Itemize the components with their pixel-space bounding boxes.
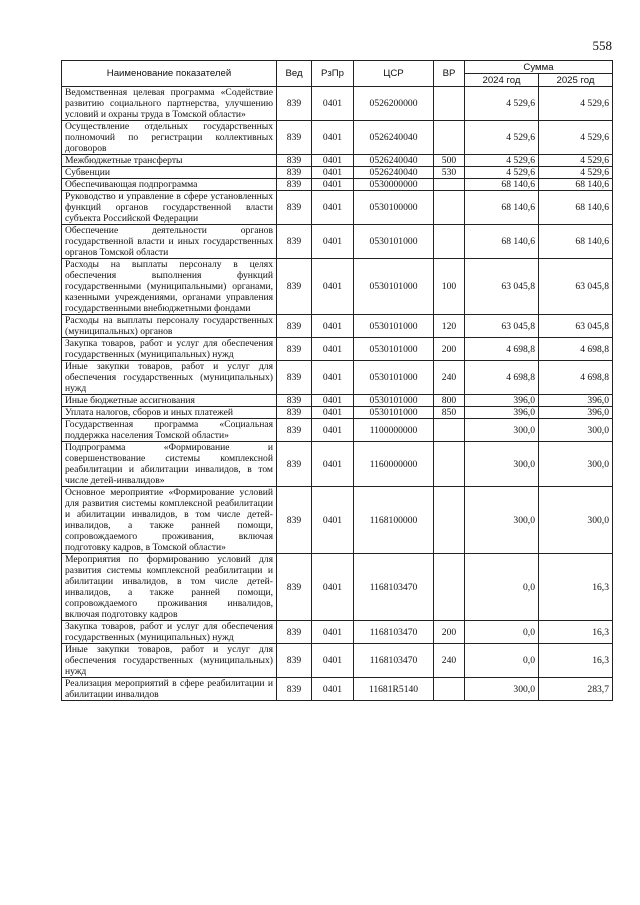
cell-y2025: 68 140,6	[539, 191, 613, 225]
table-row	[62, 179, 613, 191]
table-row	[62, 361, 613, 395]
cell-csr: 1168103470	[354, 554, 434, 621]
cell-vr	[434, 225, 465, 259]
cell-rzpr: 0401	[312, 338, 354, 361]
cell-csr: 1160000000	[354, 442, 434, 487]
cell-ved: 839	[277, 191, 312, 225]
header-rzpr: РзПр	[312, 61, 354, 87]
cell-csr: 0530101000	[354, 395, 434, 407]
cell-csr: 0526240040	[354, 167, 434, 179]
cell-csr: 0530101000	[354, 315, 434, 338]
table-row	[62, 191, 613, 225]
cell-y2025: 16,3	[539, 644, 613, 678]
cell-ved: 839	[277, 442, 312, 487]
table-row	[62, 442, 613, 487]
table-row	[62, 621, 613, 644]
header-year-2024: 2024 год	[465, 74, 539, 87]
cell-y2025: 300,0	[539, 487, 613, 554]
header-year-2025: 2025 год	[539, 74, 613, 87]
cell-csr: 0530101000	[354, 259, 434, 315]
header-ved: Вед	[277, 61, 312, 87]
table-row	[62, 407, 613, 419]
cell-csr: 0530101000	[354, 225, 434, 259]
table-row	[62, 87, 613, 121]
cell-csr: 11681R5140	[354, 678, 434, 701]
cell-vr: 100	[434, 259, 465, 315]
cell-y2024: 4 529,6	[465, 155, 539, 167]
cell-ved: 839	[277, 361, 312, 395]
table-row	[62, 395, 613, 407]
header-csr: ЦСР	[354, 61, 434, 87]
cell-y2025: 300,0	[539, 419, 613, 442]
cell-name: Межбюджетные трансферты	[62, 155, 277, 167]
cell-ved: 839	[277, 487, 312, 554]
cell-ved: 839	[277, 407, 312, 419]
cell-name: Обеспечивающая подпрограмма	[62, 179, 277, 191]
cell-rzpr: 0401	[312, 554, 354, 621]
cell-y2024: 0,0	[465, 644, 539, 678]
cell-y2024: 4 529,6	[465, 121, 539, 155]
header-name: Наименование показателей	[62, 61, 277, 87]
cell-vr: 200	[434, 338, 465, 361]
cell-ved: 839	[277, 121, 312, 155]
cell-csr: 0530000000	[354, 179, 434, 191]
cell-y2025: 63 045,8	[539, 259, 613, 315]
cell-y2024: 68 140,6	[465, 225, 539, 259]
cell-rzpr: 0401	[312, 225, 354, 259]
cell-name: Руководство и управление в сфере установленных функций органов государственной власти субъекта Российской Федерации	[62, 191, 277, 225]
cell-name: Обеспечение деятельности органов государственной власти и иных государственных органов Томской области	[62, 225, 277, 259]
table-header	[62, 61, 613, 87]
cell-name: Расходы на выплаты персоналу в целях обеспечения выполнения функций государственными (муниципальными) органами, казенными учреждениями, органами управления государственными внебюджетными фондами	[62, 259, 277, 315]
cell-rzpr: 0401	[312, 407, 354, 419]
cell-csr: 1168103470	[354, 644, 434, 678]
cell-csr: 0526240040	[354, 155, 434, 167]
cell-rzpr: 0401	[312, 315, 354, 338]
cell-vr	[434, 487, 465, 554]
cell-y2025: 300,0	[539, 442, 613, 487]
cell-ved: 839	[277, 315, 312, 338]
cell-vr	[434, 554, 465, 621]
cell-vr	[434, 419, 465, 442]
cell-name: Ведомственная целевая программа «Содействие развитию социального партнерства, улучшению условий и охраны труда в Томской области»	[62, 87, 277, 121]
cell-ved: 839	[277, 644, 312, 678]
cell-vr: 530	[434, 167, 465, 179]
cell-ved: 839	[277, 155, 312, 167]
cell-vr: 850	[434, 407, 465, 419]
cell-csr: 0530101000	[354, 407, 434, 419]
cell-rzpr: 0401	[312, 191, 354, 225]
cell-ved: 839	[277, 554, 312, 621]
cell-csr: 0530101000	[354, 361, 434, 395]
cell-name: Иные закупки товаров, работ и услуг для обеспечения государственных (муниципальных) нужд	[62, 361, 277, 395]
cell-vr	[434, 442, 465, 487]
cell-y2025: 68 140,6	[539, 179, 613, 191]
cell-y2025: 4 529,6	[539, 87, 613, 121]
cell-vr	[434, 191, 465, 225]
cell-y2024: 0,0	[465, 621, 539, 644]
cell-rzpr: 0401	[312, 419, 354, 442]
cell-ved: 839	[277, 419, 312, 442]
cell-csr: 1168100000	[354, 487, 434, 554]
table-row	[62, 167, 613, 179]
cell-y2025: 4 529,6	[539, 155, 613, 167]
cell-name: Уплата налогов, сборов и иных платежей	[62, 407, 277, 419]
cell-ved: 839	[277, 179, 312, 191]
table-row	[62, 554, 613, 621]
cell-csr: 0526240040	[354, 121, 434, 155]
cell-y2024: 0,0	[465, 554, 539, 621]
cell-rzpr: 0401	[312, 179, 354, 191]
cell-name: Субвенции	[62, 167, 277, 179]
cell-y2024: 4 698,8	[465, 361, 539, 395]
header-sum: Сумма	[465, 61, 613, 74]
table-row	[62, 121, 613, 155]
cell-name: Закупка товаров, работ и услуг для обеспечения государственных (муниципальных) нужд	[62, 621, 277, 644]
cell-rzpr: 0401	[312, 87, 354, 121]
cell-vr: 200	[434, 621, 465, 644]
cell-vr: 240	[434, 361, 465, 395]
table-row	[62, 315, 613, 338]
cell-y2025: 4 698,8	[539, 361, 613, 395]
page-number: 558	[592, 38, 612, 53]
budget-table	[61, 60, 613, 701]
cell-y2024: 396,0	[465, 407, 539, 419]
table-row	[62, 259, 613, 315]
cell-y2025: 68 140,6	[539, 225, 613, 259]
cell-ved: 839	[277, 338, 312, 361]
cell-ved: 839	[277, 678, 312, 701]
cell-csr: 1100000000	[354, 419, 434, 442]
table-row	[62, 225, 613, 259]
cell-ved: 839	[277, 225, 312, 259]
header-vr: ВР	[434, 61, 465, 87]
cell-csr: 0526200000	[354, 87, 434, 121]
cell-y2025: 396,0	[539, 395, 613, 407]
cell-rzpr: 0401	[312, 121, 354, 155]
cell-vr: 800	[434, 395, 465, 407]
cell-rzpr: 0401	[312, 621, 354, 644]
cell-name: Подпрограмма «Формирование и совершенствование системы комплексной реабилитации и абилитации инвалидов, в том числе детей-инвалидов»	[62, 442, 277, 487]
cell-y2024: 300,0	[465, 678, 539, 701]
cell-vr: 240	[434, 644, 465, 678]
cell-rzpr: 0401	[312, 442, 354, 487]
cell-y2024: 4 529,6	[465, 87, 539, 121]
cell-ved: 839	[277, 87, 312, 121]
cell-name: Осуществление отдельных государственных полномочий по регистрации коллективных договоров	[62, 121, 277, 155]
cell-rzpr: 0401	[312, 259, 354, 315]
cell-y2024: 300,0	[465, 419, 539, 442]
cell-rzpr: 0401	[312, 155, 354, 167]
cell-rzpr: 0401	[312, 167, 354, 179]
cell-vr	[434, 121, 465, 155]
cell-rzpr: 0401	[312, 644, 354, 678]
cell-y2024: 63 045,8	[465, 315, 539, 338]
cell-vr	[434, 179, 465, 191]
cell-y2025: 63 045,8	[539, 315, 613, 338]
table-row	[62, 338, 613, 361]
cell-rzpr: 0401	[312, 678, 354, 701]
cell-rzpr: 0401	[312, 395, 354, 407]
table-row	[62, 419, 613, 442]
cell-ved: 839	[277, 259, 312, 315]
cell-vr	[434, 87, 465, 121]
cell-ved: 839	[277, 621, 312, 644]
table-row	[62, 487, 613, 554]
cell-csr: 0530100000	[354, 191, 434, 225]
cell-y2024: 4 698,8	[465, 338, 539, 361]
cell-ved: 839	[277, 395, 312, 407]
cell-y2025: 16,3	[539, 621, 613, 644]
cell-name: Мероприятия по формированию условий для развития системы комплексной реабилитации и абилитации инвалидов, в том числе детей-инвалидов, а также ранней помощи, сопровождаемого проживания инвалидов, включая подготовку кадров	[62, 554, 277, 621]
cell-y2024: 63 045,8	[465, 259, 539, 315]
cell-name: Реализация мероприятий в сфере реабилитации и абилитации инвалидов	[62, 678, 277, 701]
cell-csr: 1168103470	[354, 621, 434, 644]
table-row	[62, 678, 613, 701]
cell-y2024: 68 140,6	[465, 191, 539, 225]
cell-name: Иные закупки товаров, работ и услуг для обеспечения государственных (муниципальных) нужд	[62, 644, 277, 678]
cell-y2024: 300,0	[465, 442, 539, 487]
table-row	[62, 155, 613, 167]
cell-y2024: 4 529,6	[465, 167, 539, 179]
cell-y2025: 283,7	[539, 678, 613, 701]
cell-vr: 120	[434, 315, 465, 338]
cell-rzpr: 0401	[312, 361, 354, 395]
cell-y2025: 4 529,6	[539, 121, 613, 155]
cell-name: Основное мероприятие «Формирование условий для развития системы комплексной реабилитации и абилитации инвалидов, в том числе детей-инвалидов, а также ранней помощи, сопровождаемого проживания, включая подготовку кадров, в Томской области»	[62, 487, 277, 554]
cell-name: Иные бюджетные ассигнования	[62, 395, 277, 407]
cell-y2024: 396,0	[465, 395, 539, 407]
cell-rzpr: 0401	[312, 487, 354, 554]
table-body	[62, 87, 613, 701]
cell-y2025: 396,0	[539, 407, 613, 419]
cell-y2025: 4 698,8	[539, 338, 613, 361]
cell-ved: 839	[277, 167, 312, 179]
cell-name: Государственная программа «Социальная поддержка населения Томской области»	[62, 419, 277, 442]
cell-vr: 500	[434, 155, 465, 167]
cell-vr	[434, 678, 465, 701]
cell-csr: 0530101000	[354, 338, 434, 361]
cell-y2024: 68 140,6	[465, 179, 539, 191]
cell-y2025: 16,3	[539, 554, 613, 621]
cell-name: Расходы на выплаты персоналу государственных (муниципальных) органов	[62, 315, 277, 338]
cell-y2024: 300,0	[465, 487, 539, 554]
cell-y2025: 4 529,6	[539, 167, 613, 179]
table-row	[62, 644, 613, 678]
cell-name: Закупка товаров, работ и услуг для обеспечения государственных (муниципальных) нужд	[62, 338, 277, 361]
